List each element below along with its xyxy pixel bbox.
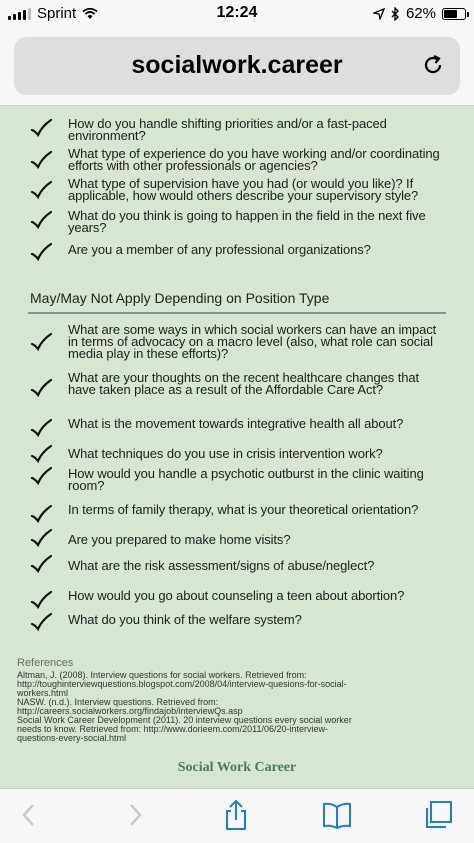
question-text: What type of supervision have you had (or would you like)? If applicable, how would others describe your supervisory style?	[68, 176, 419, 203]
status-bar	[0, 0, 474, 28]
question-text: What are the risk assessment/signs of abuse/neglect?	[68, 558, 375, 573]
reference-line: Altman, J. (2008). Interview questions for social workers. Retrieved from:	[17, 670, 307, 680]
section-title: May/May Not Apply Depending on Position Type	[30, 290, 330, 306]
location-arrow-icon	[373, 8, 385, 20]
reference-line: Social Work Career Development (2011). 20 interview questions every social worker	[17, 715, 352, 725]
checkmark-icon	[30, 242, 52, 262]
checkmark-icon	[30, 180, 52, 200]
browser-toolbar	[0, 788, 474, 843]
status-time: 12:24	[216, 4, 258, 21]
reference-line: http://careers.socialworkers.org/findajob/interviewQs.asp	[17, 706, 243, 716]
brand-logo: Social Work Career	[177, 760, 297, 775]
bluetooth-icon	[391, 7, 400, 21]
checkmark-icon	[30, 466, 52, 486]
checkmark-icon	[30, 418, 52, 438]
checkmark-icon	[30, 528, 52, 548]
forward-icon[interactable]	[118, 799, 150, 831]
page-content	[0, 106, 474, 788]
battery-icon	[442, 8, 466, 20]
back-icon[interactable]	[14, 799, 46, 831]
tabs-icon[interactable]	[422, 799, 454, 831]
reference-line: workers.html	[17, 688, 69, 698]
checkmark-icon	[30, 444, 52, 464]
question-text: What techniques do you use in crisis intervention work?	[68, 446, 383, 461]
question-text: Are you prepared to make home visits?	[68, 532, 291, 547]
checkmark-icon	[30, 612, 52, 632]
question-text: What are your thoughts on the recent healthcare changes that have taken place as a result of the Affordable Care Act?	[68, 370, 420, 397]
question-text: What is the movement towards integrative health all about?	[68, 416, 404, 431]
checkmark-icon	[30, 590, 52, 610]
question-text: What do you think is going to happen in the field in the next five years?	[68, 208, 426, 235]
reference-lines	[17, 671, 437, 743]
checkmark-icon	[30, 118, 52, 138]
address-bar-area	[0, 28, 474, 106]
references-title: References	[17, 657, 74, 669]
reference-line: needs to know. Retrieved from: http://www.dorieem.com/2011/06/20-interview-	[17, 724, 328, 734]
carrier-label: Sprint	[37, 5, 77, 22]
bookmarks-icon[interactable]	[321, 799, 353, 831]
section-divider	[28, 312, 446, 314]
reload-icon[interactable]	[420, 52, 446, 78]
question-text: How would you go about counseling a teen about abortion?	[68, 588, 405, 603]
checkmark-icon	[30, 554, 52, 574]
question-text: How do you handle shifting priorities and/or a fast-paced environment?	[68, 116, 387, 143]
reference-line: NASW. (n.d.). Interview questions. Retrieved from:	[17, 697, 219, 707]
checkmark-icon	[30, 504, 52, 524]
question-text: Are you a member of any professional organizations?	[68, 242, 371, 257]
question-text: What are some ways in which social workers can have an impact in terms of advocacy on a macro level (also, what role can social media play in these efforts)?	[68, 322, 437, 361]
checkmark-icon	[30, 332, 52, 352]
question-text: What type of experience do you have working and/or coordinating efforts with other professionals or agencies?	[68, 146, 440, 173]
reference-line: http://toughinterviewquestions.blogspot.com/2008/04/interview-quesions-for-social-	[17, 679, 347, 689]
checkmark-icon	[30, 378, 52, 398]
share-icon[interactable]	[220, 799, 252, 831]
references	[17, 659, 437, 743]
address-bar[interactable]	[14, 37, 460, 95]
battery-percent: 62%	[405, 5, 436, 22]
url-text[interactable]: socialwork.career	[131, 51, 343, 79]
checkmark-icon	[30, 150, 52, 170]
reference-line: questions-every-social.html	[17, 733, 127, 743]
question-text: In terms of family therapy, what is your theoretical orientation?	[68, 502, 419, 517]
question-text: How would you handle a psychotic outburst in the clinic waiting room?	[68, 466, 424, 493]
checkmark-icon	[30, 210, 52, 230]
question-text: What do you think of the welfare system?	[68, 612, 302, 627]
